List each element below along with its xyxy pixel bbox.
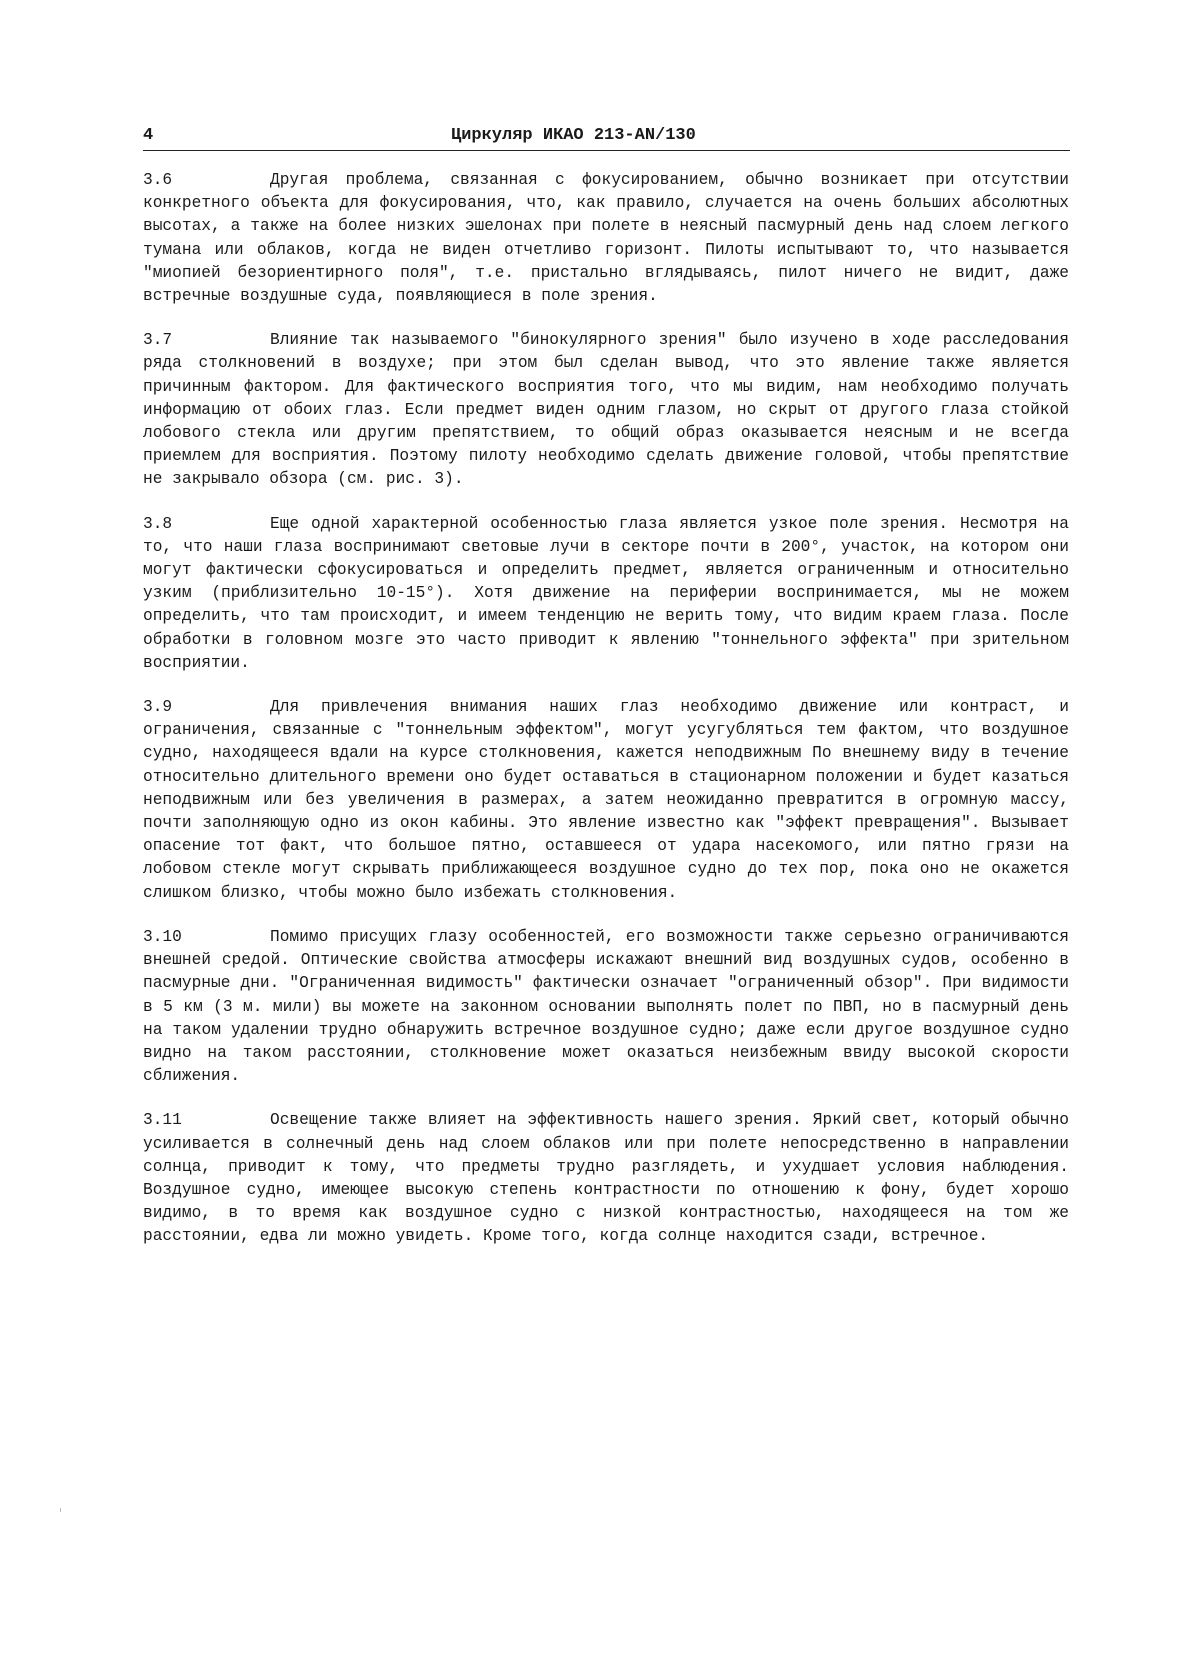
paragraph-3-6: [143, 169, 1069, 308]
paragraph-text: Для привлечения внимания наших глаз необходимо движение или контраст, и ограничения, связанные с "тоннельным эффектом", могут усугубляться тем фактом, что воздушное судно, находящееся вдали на курсе столкновения, кажется неподвижным По внешнему виду в течение относительно длительного времени оно будет оставаться в стационарном положении и будет казаться неподвижным или без увеличения в размерах, а затем неожиданно превратится в огромную массу, почти заполняющую одно из окон кабины. Это явление известно как "эффект превращения". Вызывает опасение тот факт, что большое пятно, оставшееся от удара насекомого, или пятно грязи на лобовом стекле могут скрывать приближающееся воздушное судно до тех пор, пока оно не окажется слишком близко, чтобы можно было избежать столкновения.: [143, 698, 1069, 902]
scan-artifact: [60, 1508, 61, 1512]
paragraph-3-8: [143, 513, 1069, 675]
paragraph-3-10: [143, 926, 1069, 1088]
paragraph-text: Освещение также влияет на эффективность нашего зрения. Яркий свет, который обычно усиливается в солнечный день над слоем облаков или при полете непосредственно в направлении солнца, приводит к тому, что предметы трудно разглядеть, и ухудшает условия наблюдения. Воздушное судно, имеющее высокую степень контрастности по отношению к фону, будет хорошо видимо, в то время как воздушное судно с низкой контрастностью, находящееся на том же расстоянии, едва ли можно увидеть. Кроме того, когда солнце находится сзади, встречное.: [143, 1111, 1069, 1246]
paragraph-number: 3.7: [143, 331, 173, 350]
paragraph-number: 3.11: [143, 1111, 182, 1130]
page-header: [143, 124, 1070, 151]
paragraph-number: 3.9: [143, 698, 173, 717]
paragraph-3-7: [143, 329, 1069, 491]
page-number: 4: [143, 126, 154, 145]
document-title: Циркуляр ИКАО 213-AN/130: [451, 126, 696, 145]
document-body: [143, 169, 1069, 1270]
paragraph-text: Другая проблема, связанная с фокусированием, обычно возникает при отсутствии конкретного объекта для фокусирования, что, как правило, случается на очень больших абсолютных высотах, а также на более низких эшелонах при полете в неясный пасмурный день над слоем легкого тумана или облаков, когда не виден отчетливо горизонт. Пилоты испытывают то, что называется "миопией безориентирного поля", т.е. пристально вглядываясь, пилот ничего не видит, даже встречные воздушные суда, появляющиеся в поле зрения.: [143, 171, 1069, 306]
paragraph-text: Влияние так называемого "бинокулярного зрения" было изучено в ходе расследования ряда столкновений в воздухе; при этом был сделан вывод, что это явление также является причинным фактором. Для фактического восприятия того, что мы видим, нам необходимо получать информацию от обоих глаз. Если предмет виден одним глазом, но скрыт от другого глаза стойкой лобового стекла или другим препятствием, то общий образ оказывается неясным и не всегда приемлем для восприятия. Поэтому пилоту необходимо сделать движение головой, чтобы препятствие не закрывало обзора (см. рис. 3).: [143, 331, 1069, 489]
paragraph-number: 3.8: [143, 514, 173, 533]
paragraph-number: 3.10: [143, 927, 182, 946]
paragraph-text: Еще одной характерной особенностью глаза является узкое поле зрения. Несмотря на то, что наши глаза воспринимают световые лучи в секторе почти в 200°, участок, на котором они могут фактически сфокусироваться и определить предмет, является ограниченным и относительно узким (приблизительно 10-15°). Хотя движение на периферии воспринимается, мы не можем определить, что там происходит, и имеем тенденцию не верить тому, что видим краем глаза. После обработки в головном мозге это часто приводит к явлению "тоннельного эффекта" при зрительном восприятии.: [143, 514, 1069, 672]
paragraph-3-9: [143, 696, 1069, 905]
paragraph-number: 3.6: [143, 171, 173, 189]
paragraph-3-11: [143, 1109, 1069, 1248]
paragraph-text: Помимо присущих глазу особенностей, его возможности также серьезно ограничиваются внешней средой. Оптические свойства атмосферы искажают внешний вид воздушных судов, особенно в пасмурные дни. "Ограниченная видимость" фактически означает "ограниченный обзор". При видимости в 5 км (3 м. мили) вы можете на законном основании выполнять полет по ПВП, но в пасмурный день на таком удалении трудно обнаружить встречное воздушное судно; даже если другое воздушное судно видно на таком расстоянии, столкновение может оказаться неизбежным ввиду высокой скорости сближения.: [143, 927, 1069, 1086]
